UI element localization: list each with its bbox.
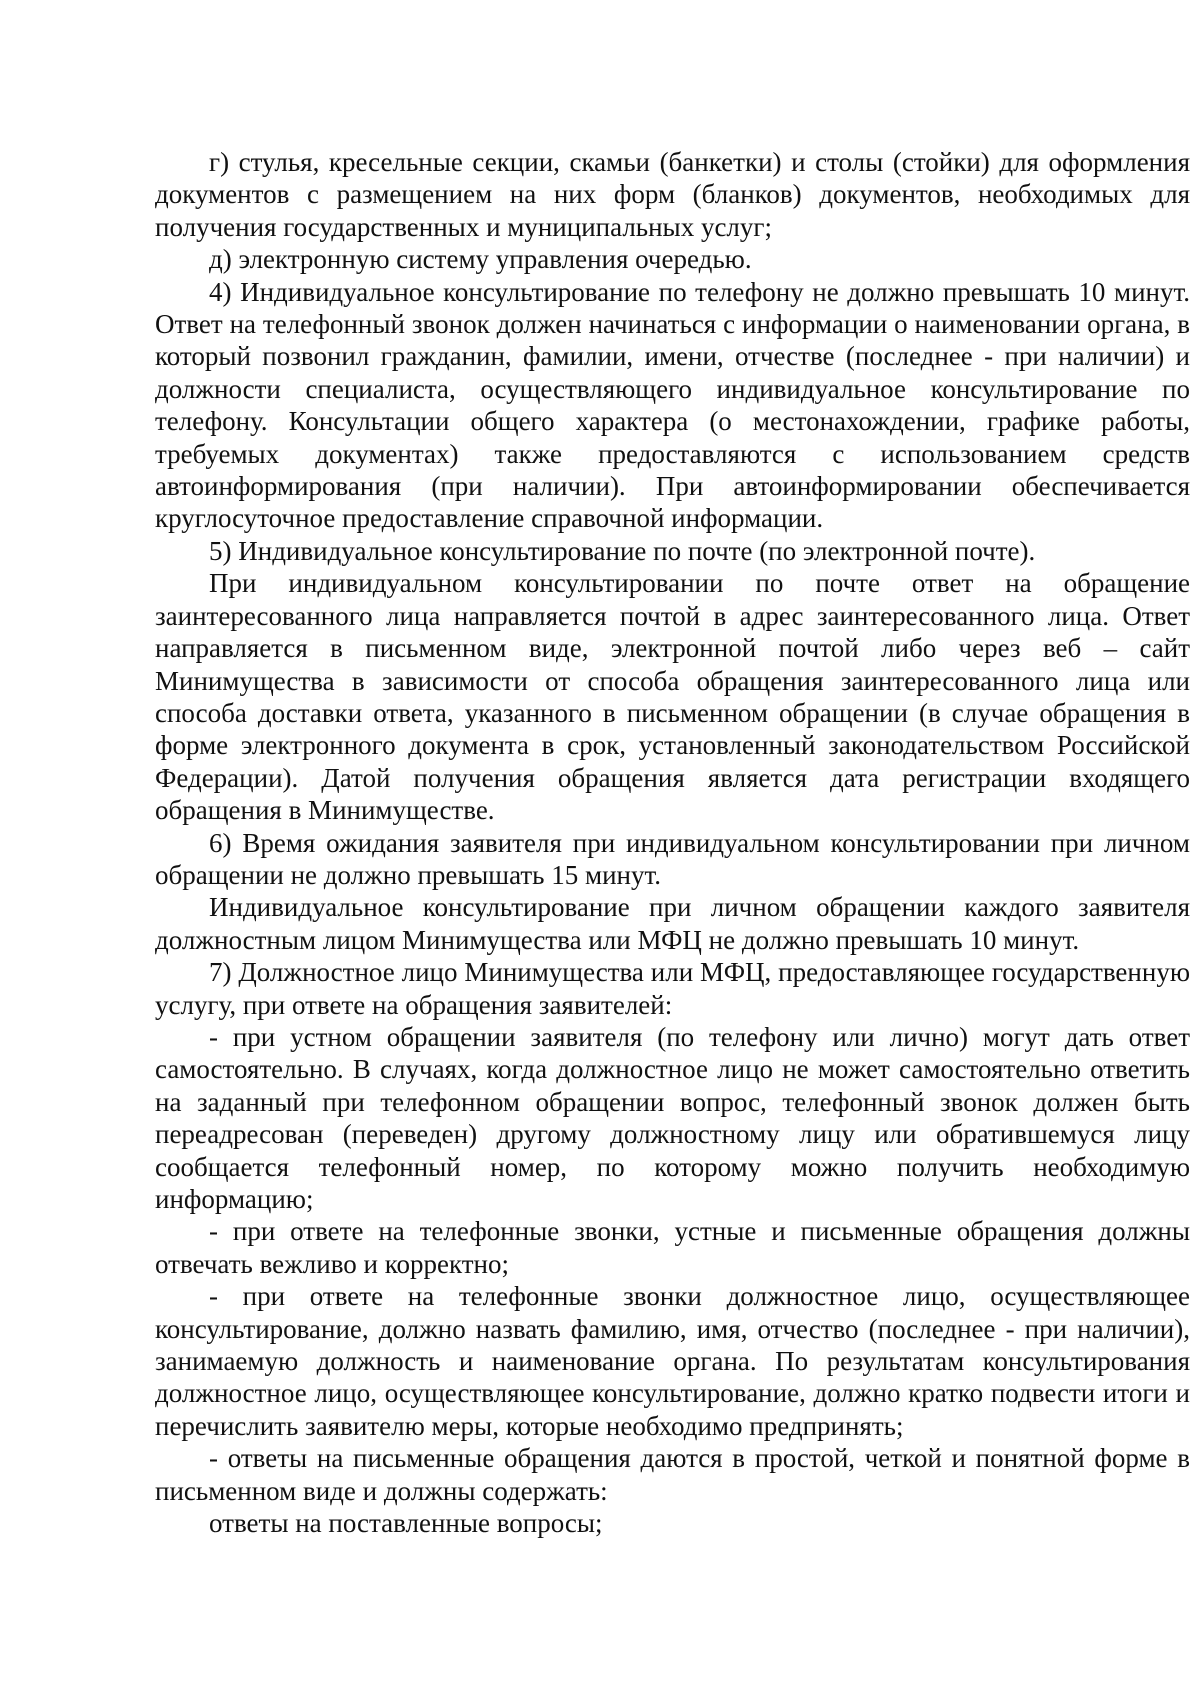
paragraph-g-furniture: г) стулья, кресельные секции, скамьи (банкетки) и столы (стойки) для оформления документов с размещением на них форм (бланков) документов, необходимых для получения государственных и муниципальных услуг;	[155, 147, 1190, 242]
list-item-politeness: - при ответе на телефонные звонки, устные и письменные обращения должны отвечать вежливо и корректно;	[155, 1216, 1190, 1279]
paragraph-7-official: 7) Должностное лицо Минимущества или МФЦ, предоставляющее государственную услугу, при ответе на обращения заявителей:	[155, 957, 1190, 1020]
list-item-written-answer: - ответы на письменные обращения даются в простой, четкой и понятной форме в письменном виде и должны содержать:	[155, 1443, 1190, 1506]
list-item-answers-to-questions: ответы на поставленные вопросы;	[209, 1508, 603, 1539]
document-page	[155, 146, 1190, 1539]
paragraph-personal-consulting: Индивидуальное консультирование при личном обращении каждого заявителя должностным лицом Минимущества или МФЦ не должно превышать 10 минут.	[155, 892, 1190, 955]
paragraph-mail-response: При индивидуальном консультировании по почте ответ на обращение заинтересованного лица направляется почтой в адрес заинтересованного лица. Ответ направляется в письменном виде, электронной почтой либо через веб – сайт Минимущества в зависимости от способа обращения заинтересованного лица или способа доставки ответа, указанного в письменном обращении (в случае обращения в форме электронного документа в срок, установленный законодательством Российской Федерации). Датой получения обращения является дата регистрации входящего обращения в Минимуществе.	[155, 568, 1190, 826]
paragraph-5-mail-consulting: 5) Индивидуальное консультирование по почте (по электронной почте).	[209, 535, 1036, 566]
list-item-phone-answer: - при ответе на телефонные звонки должностное лицо, осуществляющее консультирование, должно назвать фамилию, имя, отчество (последнее - при наличии), занимаемую должность и наименование органа. По результатам консультирования должностное лицо, осуществляющее консультирование, должно кратко подвести итоги и перечислить заявителю меры, которые необходимо предпринять;	[155, 1281, 1190, 1441]
paragraph-d-queue-system: д) электронную систему управления очередью.	[209, 244, 752, 275]
list-item-oral-request: - при устном обращении заявителя (по телефону или лично) могут дать ответ самостоятельно. В случаях, когда должностное лицо не может самостоятельно ответить на заданный при телефонном обращении вопрос, телефонный звонок должен быть переадресован (переведен) другому должностному лицу или обратившемуся лицу сообщается телефонный номер, по которому можно получить необходимую информацию;	[155, 1021, 1190, 1214]
paragraph-6-waiting-time: 6) Время ожидания заявителя при индивидуальном консультировании при личном обращении не должно превышать 15 минут.	[155, 827, 1190, 890]
paragraph-4-phone-consulting: 4) Индивидуальное консультирование по телефону не должно превышать 10 минут. Ответ на телефонный звонок должен начинаться с информации о наименовании органа, в который позвонил гражданин, фамилии, имени, отчестве (последнее - при наличии) и должности специалиста, осуществляющего индивидуальное консультирование по телефону. Консультации общего характера (о местонахождении, графике работы, требуемых документах) также предоставляются с использованием средств автоинформирования (при наличии). При автоинформировании обеспечивается круглосуточное предоставление справочной информации.	[155, 276, 1190, 534]
